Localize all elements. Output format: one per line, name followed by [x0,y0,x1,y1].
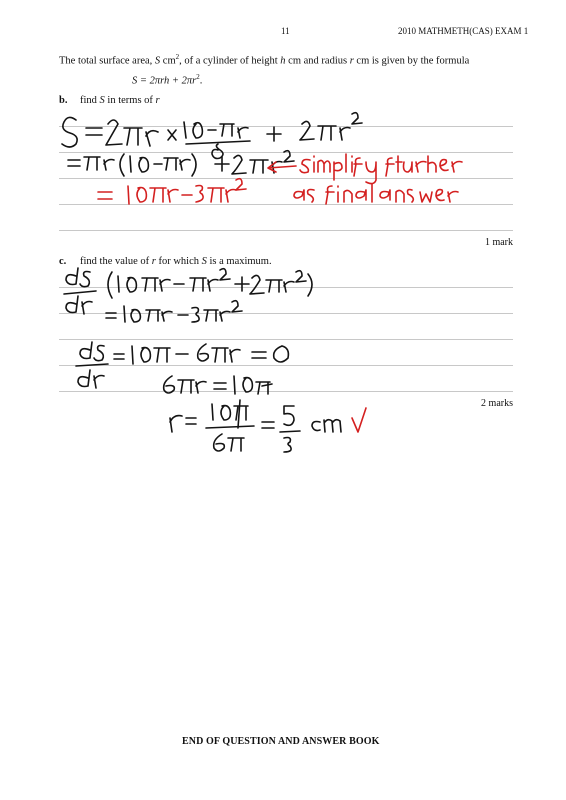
part-b-question: find S in terms of r [80,95,160,106]
end-of-book-text: END OF QUESTION AND ANSWER BOOK [182,736,380,747]
hw-b-line3-red [98,179,246,204]
part-c-question: find the value of r for which S is a maximum. [80,256,272,267]
intro-text: The total surface area, S $cm^2$, of a cylinder of height h cm and radius r cm is given by the formula [59,53,470,67]
hw-c-line5 [170,400,341,452]
part-b-marks: 1 mark [484,237,513,248]
hw-c-line2 [106,301,242,322]
hw-b-line1 [62,113,362,159]
exam-title: 2010 MATHMETH(CAS) EXAM 1 [398,26,529,36]
teacher-note-simplify [268,154,462,184]
surface-area-formula: $S = 2\pi rh + 2\pi r^2$. [132,73,203,87]
check-mark [352,408,366,432]
page-number: 11 [281,26,290,36]
hw-b-line2 [68,151,294,176]
teacher-note-final [294,184,458,204]
hw-c-line1 [64,268,312,314]
part-c-marks: 2 marks [481,398,513,409]
part-b-label: b. [59,95,68,106]
part-c-label: c. [59,256,67,267]
hw-c-line4 [164,376,272,394]
